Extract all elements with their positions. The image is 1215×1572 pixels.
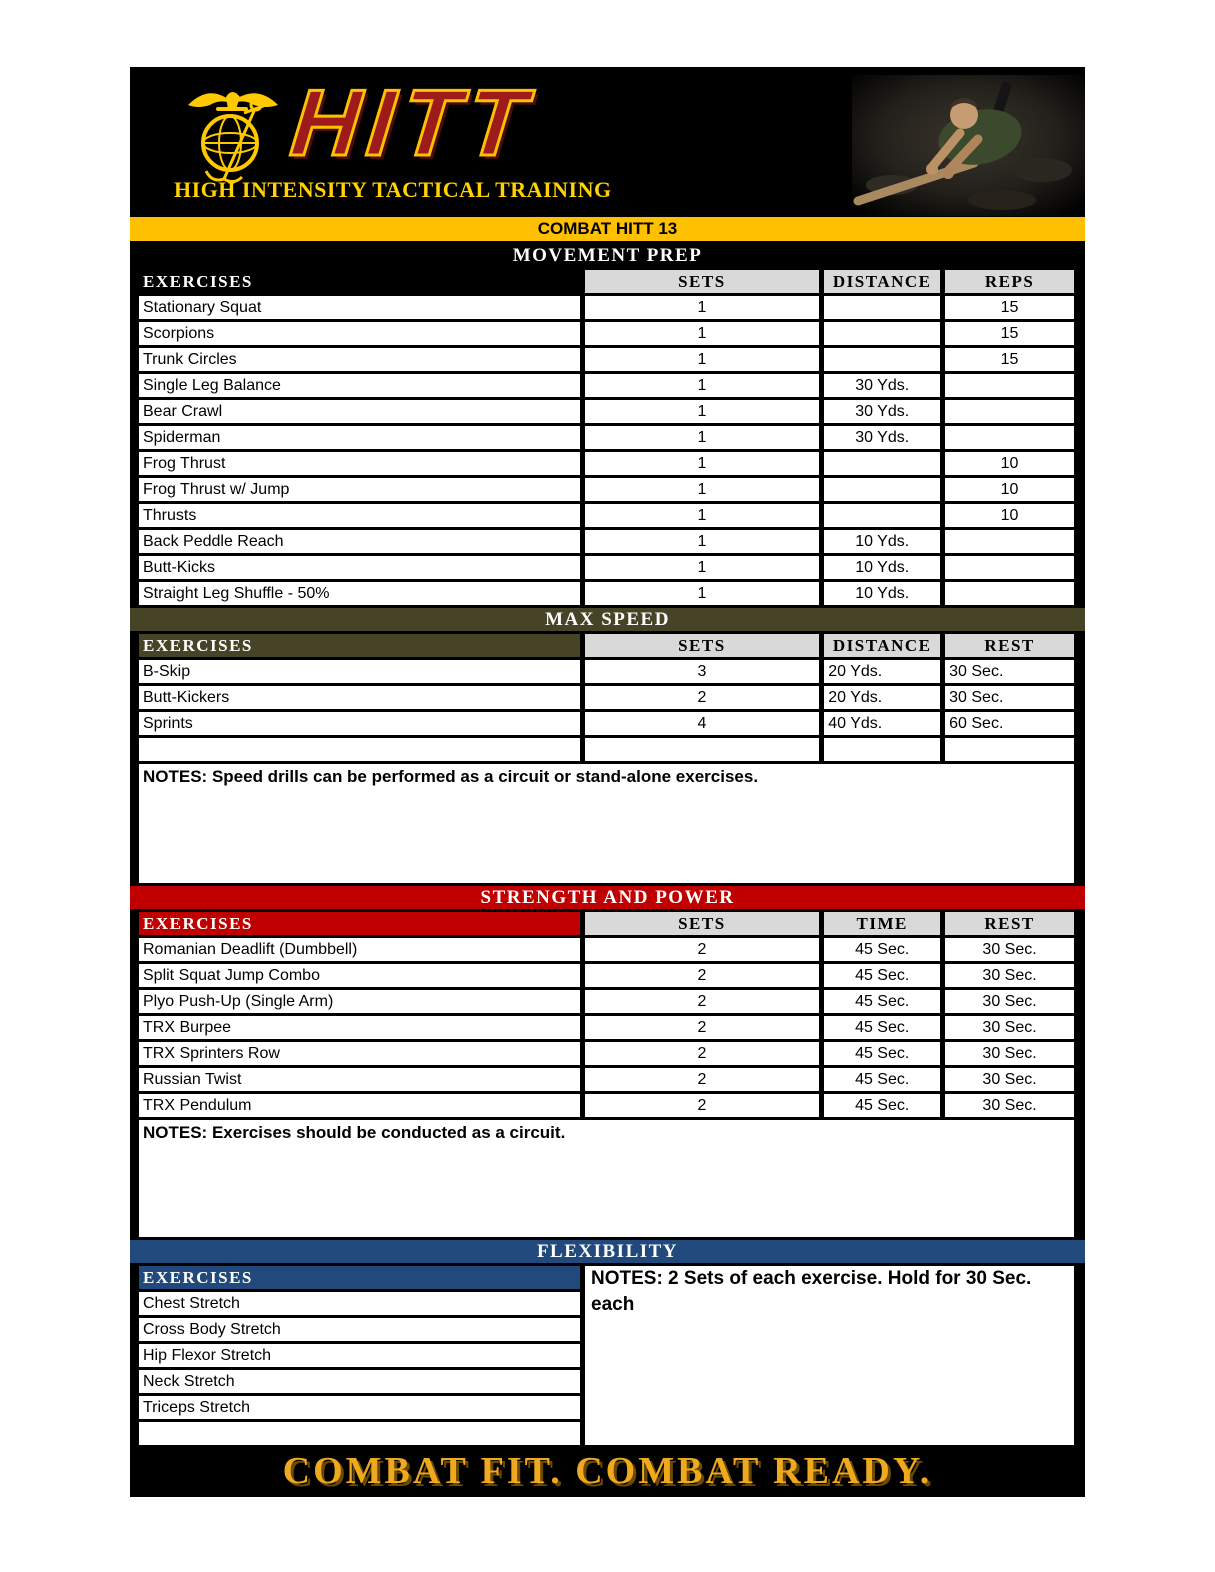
time-cell: 45 Sec. — [824, 990, 940, 1013]
sets-cell: 2 — [585, 1094, 820, 1117]
sets-cell: 2 — [585, 686, 820, 709]
stretch-name-cell: Cross Body Stretch — [139, 1318, 580, 1341]
column-header-rest: REST — [945, 634, 1074, 657]
section-bar-strength-and-power: STRENGTH AND POWER — [130, 886, 1085, 909]
rest-cell: 30 Sec. — [945, 964, 1074, 987]
distance-cell: 10 Yds. — [824, 556, 940, 579]
sets-cell: 1 — [585, 530, 820, 553]
distance-cell — [824, 322, 940, 345]
distance-cell: 20 Yds. — [824, 686, 940, 709]
sets-cell — [585, 738, 820, 761]
exercise-name-cell: Frog Thrust — [139, 452, 580, 475]
hitt-logo-text: HITT — [286, 70, 539, 175]
rest-cell: 30 Sec. — [945, 660, 1074, 683]
strength-and-power-table — [130, 909, 1085, 1117]
flyer-footer — [130, 1445, 1085, 1497]
exercise-name-cell: Russian Twist — [139, 1068, 580, 1091]
sets-cell: 1 — [585, 582, 820, 605]
max-speed-notes: NOTES: Speed drills can be performed as a circuit or stand-alone exercises. — [139, 764, 1074, 883]
stretch-name-cell — [139, 1422, 580, 1445]
exercise-name-cell — [139, 738, 580, 761]
distance-cell: 40 Yds. — [824, 712, 940, 735]
sets-cell: 1 — [585, 478, 820, 501]
reps-cell: 15 — [945, 348, 1074, 371]
sets-cell: 1 — [585, 556, 820, 579]
reps-cell — [945, 400, 1074, 423]
column-header-distance: DISTANCE — [824, 270, 940, 293]
exercise-name-cell: TRX Pendulum — [139, 1094, 580, 1117]
exercise-name-cell: Sprints — [139, 712, 580, 735]
exercise-name-cell: Back Peddle Reach — [139, 530, 580, 553]
rest-cell: 30 Sec. — [945, 938, 1074, 961]
exercise-name-cell: Butt-Kickers — [139, 686, 580, 709]
column-header-exercises: EXERCISES — [139, 1266, 580, 1289]
exercise-name-cell: Plyo Push-Up (Single Arm) — [139, 990, 580, 1013]
exercise-name-cell: Butt-Kicks — [139, 556, 580, 579]
section-bar-movement-prep: MOVEMENT PREP — [130, 244, 1085, 267]
column-header-time: TIME — [824, 912, 940, 935]
distance-cell: 10 Yds. — [824, 530, 940, 553]
max-speed-table — [130, 631, 1085, 761]
rest-cell: 30 Sec. — [945, 1042, 1074, 1065]
distance-cell: 30 Yds. — [824, 374, 940, 397]
sets-cell: 2 — [585, 938, 820, 961]
sets-cell: 1 — [585, 426, 820, 449]
distance-cell — [824, 296, 940, 319]
column-header-sets: SETS — [585, 634, 820, 657]
rest-cell: 30 Sec. — [945, 990, 1074, 1013]
column-header-distance: DISTANCE — [824, 634, 940, 657]
rest-cell: 30 Sec. — [945, 1016, 1074, 1039]
rest-cell — [945, 738, 1074, 761]
exercise-name-cell: Straight Leg Shuffle - 50% — [139, 582, 580, 605]
stretch-name-cell: Neck Stretch — [139, 1370, 580, 1393]
exercise-name-cell: Stationary Squat — [139, 296, 580, 319]
sets-cell: 1 — [585, 452, 820, 475]
reps-cell — [945, 530, 1074, 553]
flyer-header — [130, 67, 1085, 217]
stretch-name-cell: Hip Flexor Stretch — [139, 1344, 580, 1367]
exercise-name-cell: Spiderman — [139, 426, 580, 449]
column-header-reps: REPS — [945, 270, 1074, 293]
hitt-workout-flyer — [130, 67, 1085, 1497]
exercise-name-cell: Romanian Deadlift (Dumbbell) — [139, 938, 580, 961]
exercise-name-cell: Frog Thrust w/ Jump — [139, 478, 580, 501]
section-bar-flexibility: FLEXIBILITY — [130, 1240, 1085, 1263]
time-cell: 45 Sec. — [824, 964, 940, 987]
time-cell: 45 Sec. — [824, 1068, 940, 1091]
time-cell: 45 Sec. — [824, 938, 940, 961]
column-header-exercises: EXERCISES — [139, 634, 580, 657]
distance-cell — [824, 452, 940, 475]
reps-cell: 15 — [945, 322, 1074, 345]
exercise-name-cell: TRX Burpee — [139, 1016, 580, 1039]
flexibility-notes: NOTES: 2 Sets of each exercise. Hold for 30 Sec. each — [585, 1266, 1074, 1445]
exercise-name-cell: Trunk Circles — [139, 348, 580, 371]
reps-cell: 10 — [945, 452, 1074, 475]
distance-cell: 30 Yds. — [824, 400, 940, 423]
distance-cell — [824, 504, 940, 527]
sets-cell: 2 — [585, 1016, 820, 1039]
exercise-name-cell: Thrusts — [139, 504, 580, 527]
stretch-name-cell: Chest Stretch — [139, 1292, 580, 1315]
workout-title: COMBAT HITT 13 — [537, 219, 678, 238]
reps-cell: 10 — [945, 478, 1074, 501]
rest-cell: 60 Sec. — [945, 712, 1074, 735]
column-header-exercises: EXERCISES — [139, 270, 580, 293]
flexibility-table — [130, 1263, 1085, 1445]
sets-cell: 3 — [585, 660, 820, 683]
rest-cell: 30 Sec. — [945, 1068, 1074, 1091]
sets-cell: 1 — [585, 504, 820, 527]
sets-cell: 1 — [585, 322, 820, 345]
exercise-name-cell: Bear Crawl — [139, 400, 580, 423]
footer-slogan: COMBAT FIT. COMBAT READY. — [282, 1450, 933, 1492]
sets-cell: 1 — [585, 296, 820, 319]
distance-cell — [824, 478, 940, 501]
time-cell: 45 Sec. — [824, 1042, 940, 1065]
sets-cell: 2 — [585, 964, 820, 987]
reps-cell: 10 — [945, 504, 1074, 527]
hitt-logo-tagline: HIGH INTENSITY TACTICAL TRAINING — [174, 177, 612, 202]
sets-cell: 2 — [585, 1068, 820, 1091]
column-header-sets: SETS — [585, 270, 820, 293]
workout-title-bar — [130, 217, 1085, 241]
sets-cell: 2 — [585, 990, 820, 1013]
exercise-name-cell: TRX Sprinters Row — [139, 1042, 580, 1065]
marine-crawling-photo — [852, 75, 1085, 216]
rest-cell: 30 Sec. — [945, 686, 1074, 709]
reps-cell: 15 — [945, 296, 1074, 319]
distance-cell — [824, 738, 940, 761]
distance-cell: 10 Yds. — [824, 582, 940, 605]
stretch-name-cell: Triceps Stretch — [139, 1396, 580, 1419]
column-header-sets: SETS — [585, 912, 820, 935]
exercise-name-cell: Single Leg Balance — [139, 374, 580, 397]
sets-cell: 1 — [585, 400, 820, 423]
time-cell: 45 Sec. — [824, 1016, 940, 1039]
reps-cell — [945, 582, 1074, 605]
distance-cell: 30 Yds. — [824, 426, 940, 449]
time-cell: 45 Sec. — [824, 1094, 940, 1117]
sets-cell: 1 — [585, 374, 820, 397]
sets-cell: 4 — [585, 712, 820, 735]
reps-cell — [945, 426, 1074, 449]
column-header-rest: REST — [945, 912, 1074, 935]
sets-cell: 2 — [585, 1042, 820, 1065]
movement-prep-table — [130, 267, 1085, 605]
column-header-exercises: EXERCISES — [139, 912, 580, 935]
exercise-name-cell: Split Squat Jump Combo — [139, 964, 580, 987]
rest-cell: 30 Sec. — [945, 1094, 1074, 1117]
sets-cell: 1 — [585, 348, 820, 371]
distance-cell — [824, 348, 940, 371]
section-bar-max-speed: MAX SPEED — [130, 608, 1085, 631]
strength-and-power-notes: NOTES: Exercises should be conducted as a circuit. — [139, 1120, 1074, 1237]
reps-cell — [945, 374, 1074, 397]
distance-cell: 20 Yds. — [824, 660, 940, 683]
exercise-name-cell: Scorpions — [139, 322, 580, 345]
exercise-name-cell: B-Skip — [139, 660, 580, 683]
reps-cell — [945, 556, 1074, 579]
